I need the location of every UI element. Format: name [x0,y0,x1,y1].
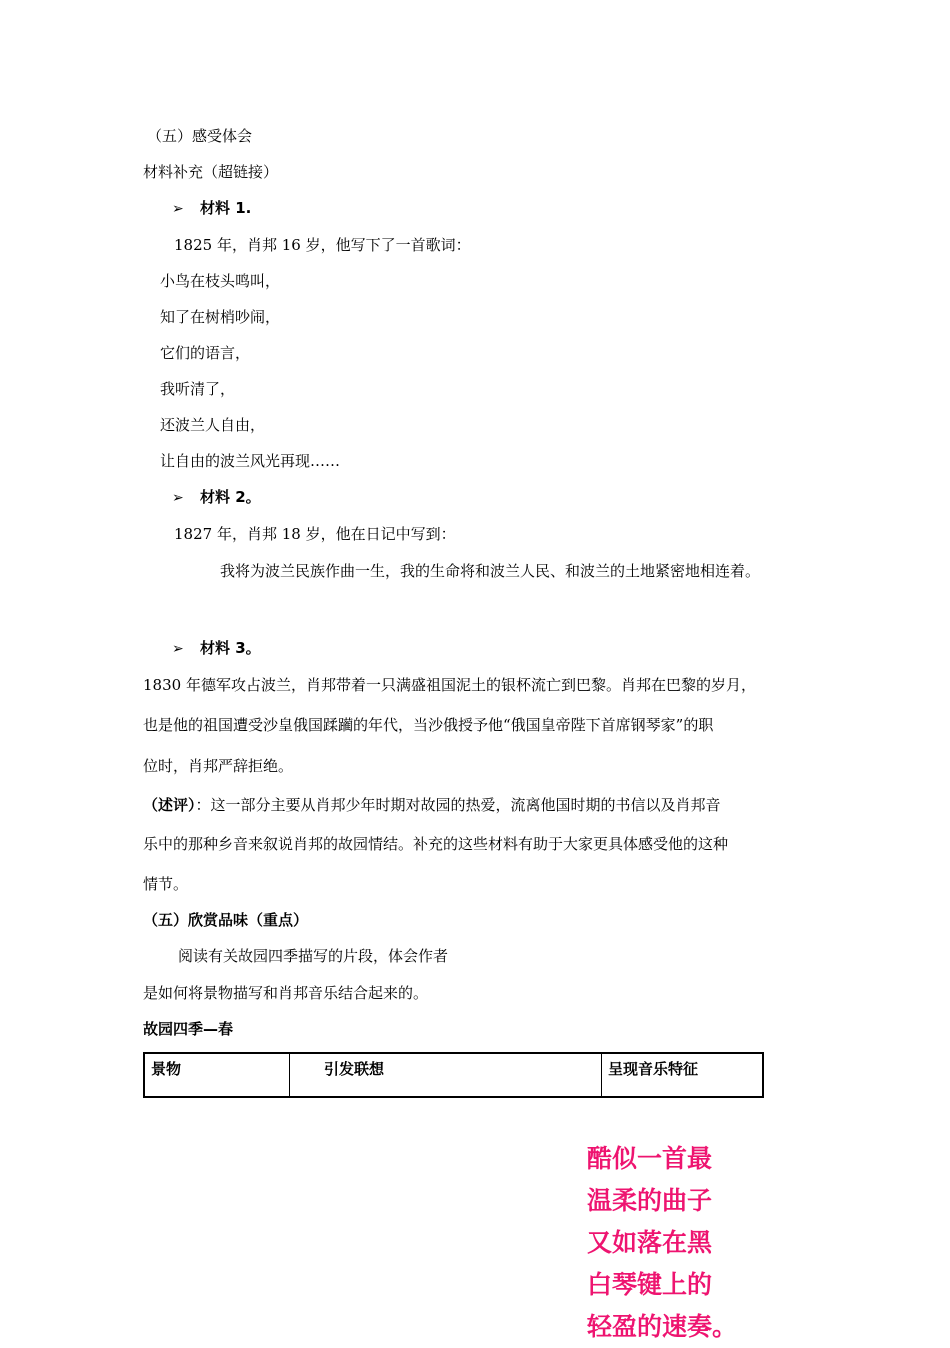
arrow-bullet-icon: ➢ [172,201,184,217]
material-3-heading [172,638,261,659]
material-2-quote: 我将为波兰民族作曲一生，我的生命将和波兰人民、和波兰的土地紧密地相连着。 [220,562,761,580]
commentary-line [143,795,721,815]
callout-line: 酷似一首最 [587,1144,713,1173]
poem-line: 我听清了， [160,380,236,398]
material-3-line: 也是他的祖国遭受沙皇俄国蹂躏的年代，当沙俄授予他“俄国皇帝陛下首席钢琴家”的职 [143,716,714,734]
arrow-bullet-icon: ➢ [172,490,184,506]
callout-line: 白琴键上的 [587,1270,713,1299]
material-1-label: 材料 1. [200,199,252,217]
material-3-label: 材料 3。 [200,639,261,657]
material-2-heading [172,487,261,508]
poem-line: 还波兰人自由， [160,416,266,434]
commentary-line: 情节。 [143,875,189,893]
table-header-scenery: 景物 [144,1053,290,1097]
table-row [144,1053,763,1097]
callout-line: 温柔的曲子 [587,1186,713,1215]
material-1-intro: 1825 年，肖邦 16 岁，他写下了一首歌词： [174,236,471,254]
callout-line: 又如落在黑 [587,1228,713,1257]
material-3-line: 位时，肖邦严辞拒绝。 [143,757,294,775]
poem-line: 知了在树梢吵闹， [160,308,281,326]
poem-line: 让自由的波兰风光再现…… [160,452,341,470]
poem-line: 它们的语言， [160,344,251,362]
spring-season-table [143,1052,764,1098]
material-1-heading [172,198,251,219]
arrow-bullet-icon: ➢ [172,641,184,657]
table-header-association: 引发联想 [290,1053,602,1097]
poem-line: 小鸟在枝头鸣叫， [160,272,281,290]
table-title: 故园四季—春 [143,1020,234,1038]
supplement-link-label[interactable]: 材料补充（超链接） [143,163,279,181]
material-2-label: 材料 2。 [200,488,261,506]
callout-line: 轻盈的速奏。 [587,1312,738,1341]
table-header-music-feature: 呈现音乐特征 [602,1053,764,1097]
commentary-label: （述评） [143,796,196,814]
commentary-line: 乐中的那种乡音来叙说肖邦的故园情结。补充的这些材料有助于大家更具体感受他的这种 [143,835,729,853]
pink-callout-text [587,1138,737,1348]
material-3-line: 1830 年德军攻占波兰，肖邦带着一只满盛祖国泥土的银杯流亡到巴黎。肖邦在巴黎的岁月， [143,676,756,694]
instruction-line: 是如何将景物描写和肖邦音乐结合起来的。 [143,984,429,1002]
section-heading-feel: （五）感受体会 [147,127,253,145]
material-2-intro: 1827 年，肖邦 18 岁，他在日记中写到： [174,525,456,543]
section-heading-appreciate: （五）欣赏品味（重点） [143,911,309,929]
commentary-text: ：这一部分主要从肖邦少年时期对故园的热爱，流离他国时期的书信以及肖邦音 [195,796,721,814]
instruction-line: 阅读有关故园四季描写的片段，体会作者 [178,947,449,965]
